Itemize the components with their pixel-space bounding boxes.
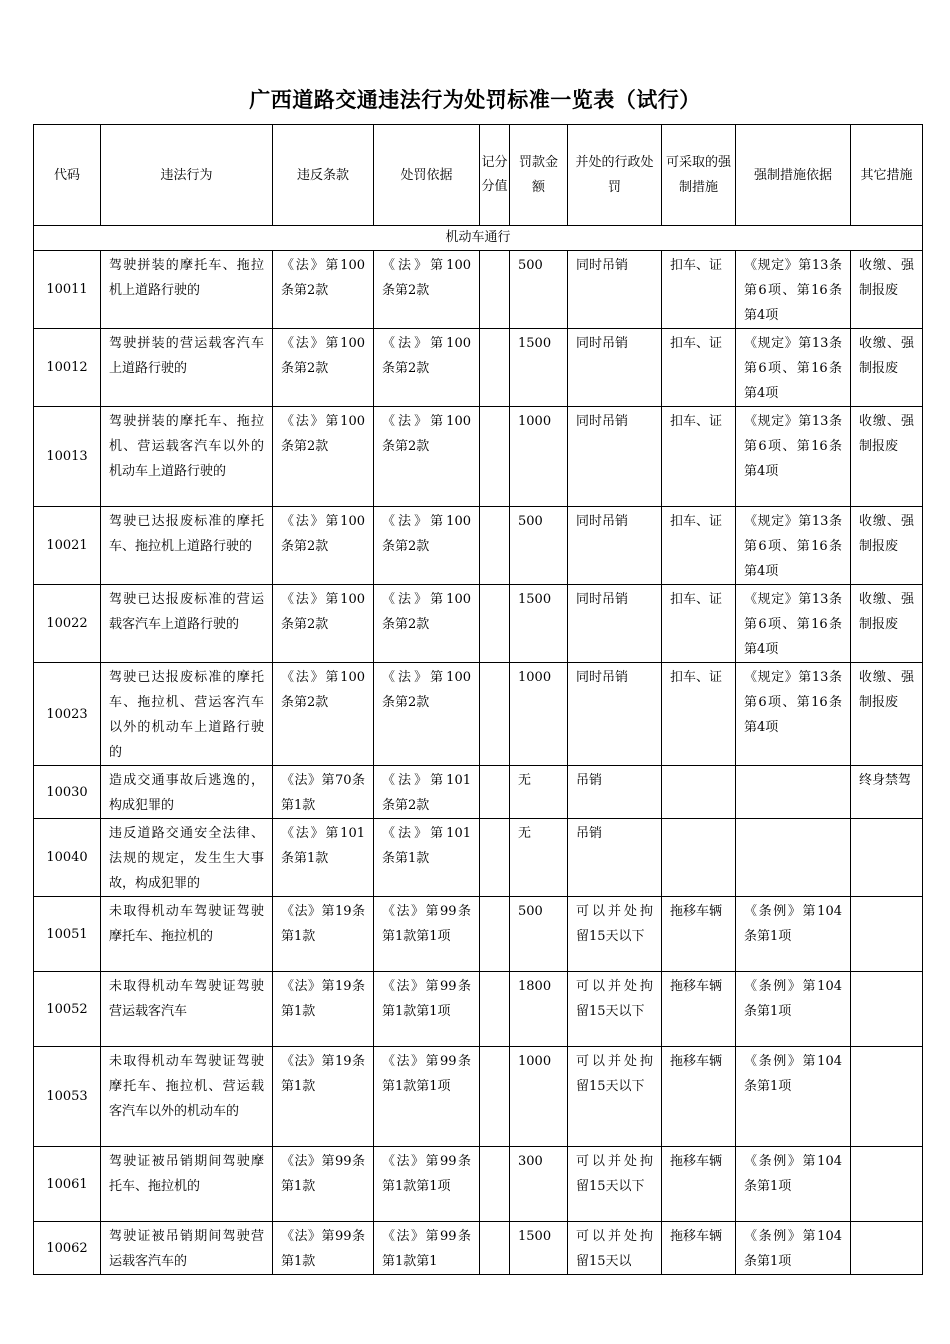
cell-other [851,819,923,897]
cell-behavior: 驾驶拼装的营运载客汽车上道路行驶的 [101,329,273,407]
table-row [34,507,923,585]
header-other: 其它措施 [851,125,923,226]
header-points: 记分分值 [480,125,510,226]
cell-measures: 扣车、证 [662,663,736,766]
cell-code: 10040 [34,819,101,897]
cell-concurrent: 可以并处拘留15天以下 [568,1147,662,1222]
cell-points [480,897,510,972]
header-measure-basis: 强制措施依据 [736,125,851,226]
cell-code: 10012 [34,329,101,407]
cell-concurrent: 可以并处拘留15天以下 [568,972,662,1047]
cell-concurrent: 吊销 [568,819,662,897]
cell-code: 10023 [34,663,101,766]
cell-points [480,972,510,1047]
cell-concurrent: 同时吊销 [568,585,662,663]
cell-points [480,507,510,585]
cell-other: 收缴、强制报废 [851,585,923,663]
penalty-table [33,124,923,1275]
header-concurrent: 并处的行政处罚 [568,125,662,226]
cell-other: 收缴、强制报废 [851,251,923,329]
cell-measure-basis: 《条例》第104条第1项 [736,1147,851,1222]
cell-measure-basis: 《规定》第13条第6项、第16条第4项 [736,251,851,329]
cell-clause: 《法》第99条第1款 [273,1222,374,1275]
cell-behavior: 造成交通事故后逃逸的，构成犯罪的 [101,766,273,819]
cell-fine: 1000 [510,1047,568,1147]
cell-code: 10052 [34,972,101,1047]
cell-concurrent: 吊销 [568,766,662,819]
cell-concurrent: 同时吊销 [568,663,662,766]
cell-clause: 《法》第99条第1款 [273,1147,374,1222]
cell-code: 10061 [34,1147,101,1222]
table-row [34,1147,923,1222]
table-row [34,1047,923,1147]
table-row [34,329,923,407]
section-label: 机动车通行 [34,226,923,251]
cell-fine: 1500 [510,1222,568,1275]
cell-measure-basis: 《条例》第104条第1项 [736,1222,851,1275]
cell-points [480,407,510,507]
cell-measures: 扣车、证 [662,585,736,663]
cell-clause: 《法》第19条第1款 [273,897,374,972]
cell-concurrent: 同时吊销 [568,407,662,507]
cell-measure-basis: 《规定》第13条第6项、第16条第4项 [736,663,851,766]
cell-fine: 1000 [510,663,568,766]
cell-measures: 扣车、证 [662,507,736,585]
cell-concurrent: 可以并处拘留15天以下 [568,897,662,972]
cell-points [480,329,510,407]
cell-fine: 500 [510,251,568,329]
table-row [34,585,923,663]
cell-basis: 《法》第101条第1款 [374,819,480,897]
cell-measure-basis: 《规定》第13条第6项、第16条第4项 [736,407,851,507]
cell-concurrent: 可以并处拘留15天以下 [568,1047,662,1147]
table-row [34,1222,923,1275]
cell-measure-basis [736,766,851,819]
cell-fine: 无 [510,766,568,819]
table-row [34,897,923,972]
cell-code: 10030 [34,766,101,819]
cell-fine: 1500 [510,585,568,663]
cell-clause: 《法》第100条第2款 [273,251,374,329]
header-fine: 罚款金额 [510,125,568,226]
cell-code: 10062 [34,1222,101,1275]
table-row [34,407,923,507]
cell-concurrent: 同时吊销 [568,329,662,407]
cell-points [480,1147,510,1222]
cell-measures: 扣车、证 [662,251,736,329]
cell-points [480,1222,510,1275]
cell-code: 10021 [34,507,101,585]
header-clause: 违反条款 [273,125,374,226]
cell-basis: 《法》第100条第2款 [374,663,480,766]
cell-measure-basis: 《条例》第104条第1项 [736,1047,851,1147]
cell-code: 10011 [34,251,101,329]
section-row [34,226,923,251]
cell-code: 10013 [34,407,101,507]
cell-clause: 《法》第100条第2款 [273,507,374,585]
cell-basis: 《法》第101条第2款 [374,766,480,819]
cell-concurrent: 同时吊销 [568,251,662,329]
cell-other [851,897,923,972]
cell-clause: 《法》第101条第1款 [273,819,374,897]
cell-measure-basis: 《条例》第104条第1项 [736,972,851,1047]
cell-measure-basis: 《规定》第13条第6项、第16条第4项 [736,507,851,585]
page-title: 广西道路交通违法行为处罚标准一览表（试行） [249,88,701,112]
header-behavior: 违法行为 [101,125,273,226]
cell-clause: 《法》第19条第1款 [273,972,374,1047]
cell-points [480,585,510,663]
cell-basis: 《法》第99条第1款第1项 [374,1047,480,1147]
header-row [34,125,923,226]
cell-behavior: 驾驶已达报废标准的营运载客汽车上道路行驶的 [101,585,273,663]
cell-code: 10051 [34,897,101,972]
cell-measures: 拖移车辆 [662,972,736,1047]
header-code: 代码 [34,125,101,226]
cell-measures: 扣车、证 [662,407,736,507]
cell-other [851,1222,923,1275]
cell-behavior: 未取得机动车驾驶证驾驶营运载客汽车 [101,972,273,1047]
cell-basis: 《法》第99条第1款第1项 [374,972,480,1047]
cell-concurrent: 同时吊销 [568,507,662,585]
cell-points [480,819,510,897]
cell-basis: 《法》第100条第2款 [374,251,480,329]
cell-measures: 拖移车辆 [662,897,736,972]
cell-measure-basis: 《规定》第13条第6项、第16条第4项 [736,585,851,663]
cell-basis: 《法》第100条第2款 [374,407,480,507]
cell-measure-basis [736,819,851,897]
cell-measures: 拖移车辆 [662,1047,736,1147]
header-measures: 可采取的强制措施 [662,125,736,226]
cell-basis: 《法》第99条第1款第1 [374,1222,480,1275]
cell-fine: 1800 [510,972,568,1047]
cell-behavior: 未取得机动车驾驶证驾驶摩托车、拖拉机、营运载客汽车以外的机动车的 [101,1047,273,1147]
cell-other [851,972,923,1047]
cell-basis: 《法》第100条第2款 [374,507,480,585]
cell-behavior: 驾驶拼装的摩托车、拖拉机、营运载客汽车以外的机动车上道路行驶的 [101,407,273,507]
cell-fine: 1000 [510,407,568,507]
cell-basis: 《法》第99条第1款第1项 [374,897,480,972]
cell-behavior: 驾驶已达报废标准的摩托车、拖拉机、营运客汽车以外的机动车上道路行驶的 [101,663,273,766]
cell-clause: 《法》第100条第2款 [273,407,374,507]
cell-behavior: 未取得机动车驾驶证驾驶摩托车、拖拉机的 [101,897,273,972]
cell-measures: 扣车、证 [662,329,736,407]
cell-fine: 1500 [510,329,568,407]
cell-behavior: 驾驶拼装的摩托车、拖拉机上道路行驶的 [101,251,273,329]
cell-points [480,1047,510,1147]
cell-measures [662,766,736,819]
cell-behavior: 驾驶证被吊销期间驾驶营运载客汽车的 [101,1222,273,1275]
cell-fine: 300 [510,1147,568,1222]
cell-code: 10022 [34,585,101,663]
cell-fine: 500 [510,897,568,972]
table-row [34,766,923,819]
cell-other: 终身禁驾 [851,766,923,819]
cell-other: 收缴、强制报废 [851,407,923,507]
table-row [34,819,923,897]
table-row [34,663,923,766]
cell-clause: 《法》第100条第2款 [273,329,374,407]
table-row [34,972,923,1047]
cell-points [480,663,510,766]
cell-fine: 500 [510,507,568,585]
cell-measure-basis: 《规定》第13条第6项、第16条第4项 [736,329,851,407]
cell-clause: 《法》第70条第1款 [273,766,374,819]
cell-other: 收缴、强制报废 [851,329,923,407]
cell-measures: 拖移车辆 [662,1147,736,1222]
cell-other [851,1047,923,1147]
cell-concurrent: 可以并处拘留15天以 [568,1222,662,1275]
cell-basis: 《法》第99条第1款第1项 [374,1147,480,1222]
cell-clause: 《法》第19条第1款 [273,1047,374,1147]
cell-basis: 《法》第100条第2款 [374,329,480,407]
cell-behavior: 驾驶已达报废标准的摩托车、拖拉机上道路行驶的 [101,507,273,585]
table-row [34,251,923,329]
cell-measure-basis: 《条例》第104条第1项 [736,897,851,972]
cell-other [851,1147,923,1222]
cell-basis: 《法》第100条第2款 [374,585,480,663]
cell-code: 10053 [34,1047,101,1147]
cell-points [480,766,510,819]
cell-clause: 《法》第100条第2款 [273,585,374,663]
cell-other: 收缴、强制报废 [851,507,923,585]
cell-clause: 《法》第100条第2款 [273,663,374,766]
cell-measures: 拖移车辆 [662,1222,736,1275]
cell-points [480,251,510,329]
cell-fine: 无 [510,819,568,897]
cell-behavior: 违反道路交通安全法律、法规的规定，发生生大事故，构成犯罪的 [101,819,273,897]
cell-other: 收缴、强制报废 [851,663,923,766]
cell-behavior: 驾驶证被吊销期间驾驶摩托车、拖拉机的 [101,1147,273,1222]
cell-measures [662,819,736,897]
header-basis: 处罚依据 [374,125,480,226]
